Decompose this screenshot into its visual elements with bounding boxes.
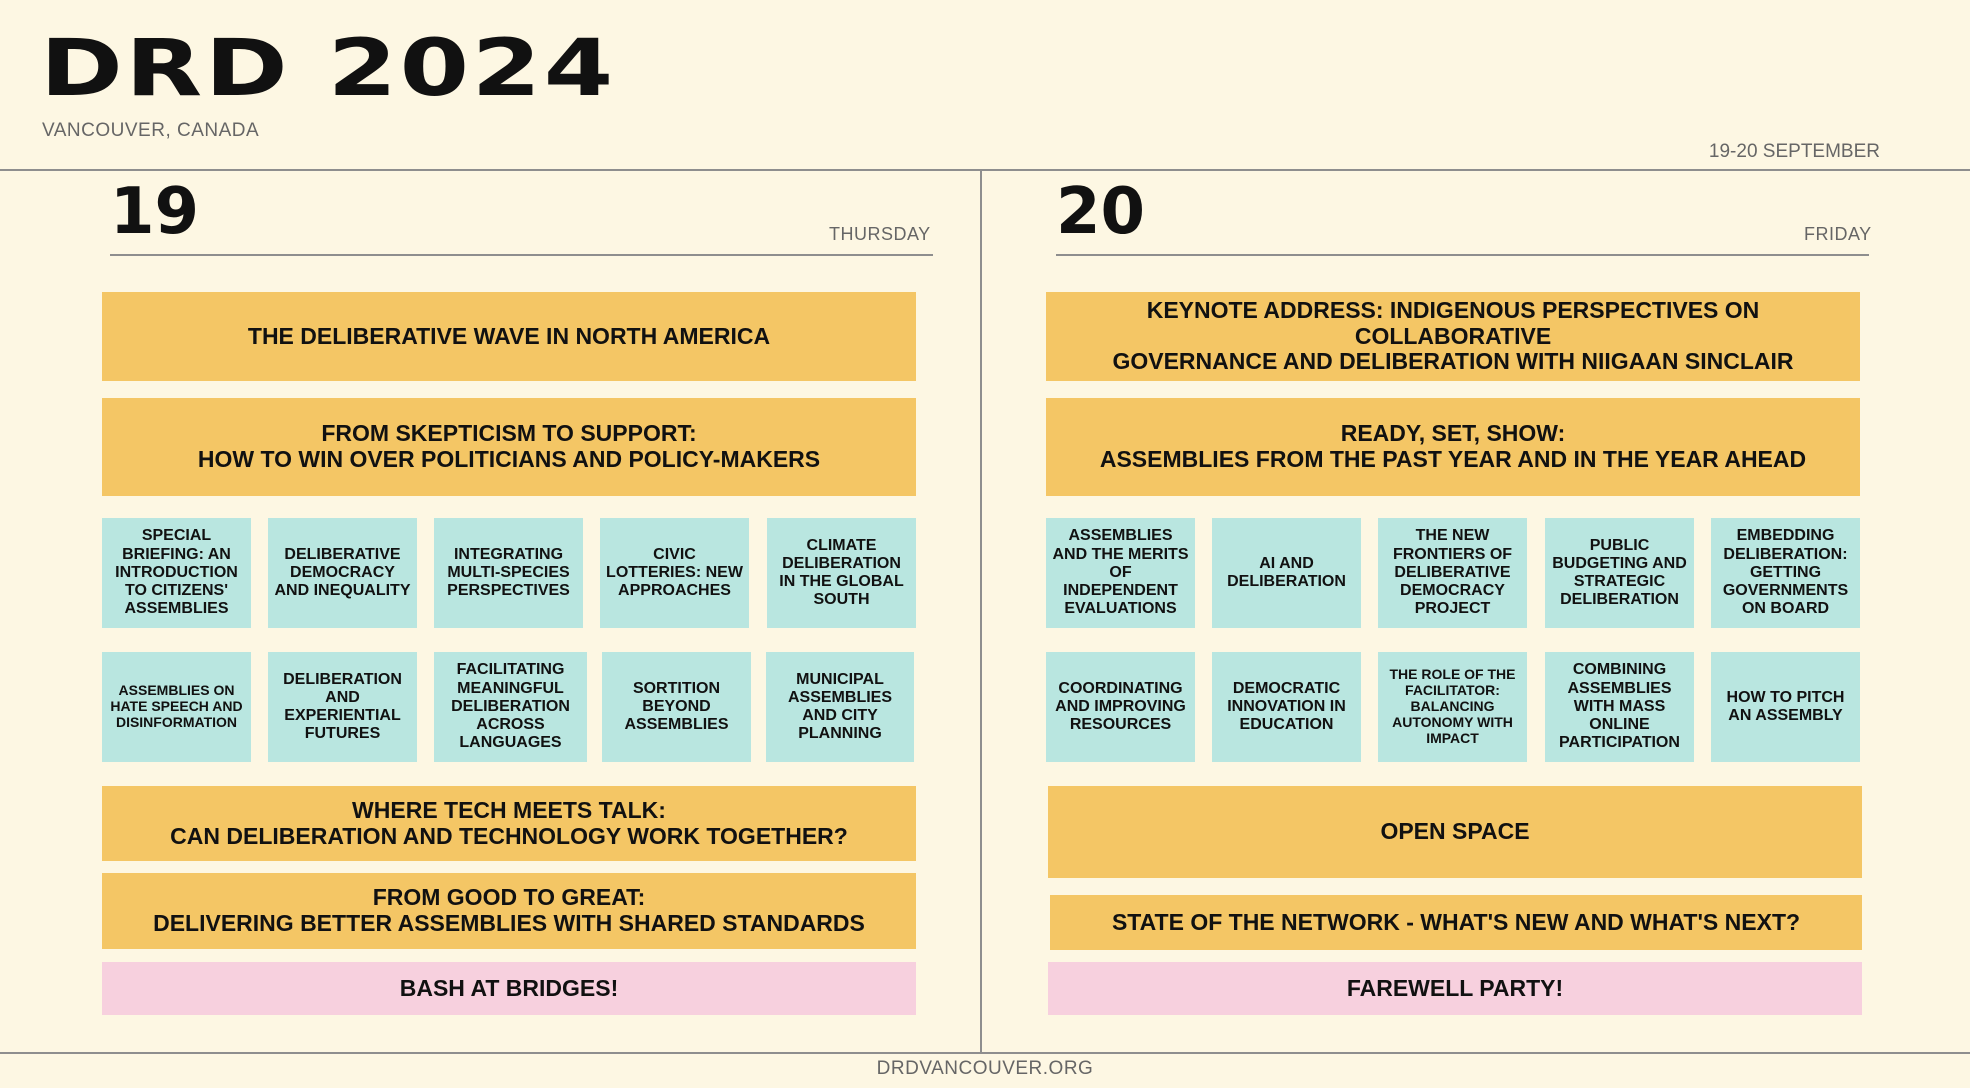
breakout-session[interactable]: COORDINATING AND IMPROVING RESOURCES [1046, 652, 1195, 762]
footer-divider [0, 1052, 1970, 1054]
day-underline [1056, 254, 1869, 256]
plenary-session[interactable]: WHERE TECH MEETS TALK: CAN DELIBERATION AND TECHNOLOGY WORK TOGETHER? [102, 786, 916, 861]
day-number: 20 [1056, 175, 1146, 249]
breakout-session[interactable]: AI AND DELIBERATION [1212, 518, 1361, 628]
breakout-session[interactable]: ASSEMBLIES AND THE MERITS OF INDEPENDENT EVALUATIONS [1046, 518, 1195, 628]
plenary-session[interactable]: FROM SKEPTICISM TO SUPPORT: HOW TO WIN OVER POLITICIANS AND POLICY-MAKERS [102, 398, 916, 496]
day-name: THURSDAY [829, 224, 931, 244]
footer-website-link[interactable]: DRDVANCOUVER.ORG [876, 1058, 1094, 1079]
breakout-session[interactable]: ASSEMBLIES ON HATE SPEECH AND DISINFORMATION [102, 652, 251, 762]
breakout-session[interactable]: SPECIAL BRIEFING: AN INTRODUCTION TO CITIZENS' ASSEMBLIES [102, 518, 251, 628]
header-divider [0, 169, 1970, 171]
day-number: 19 [110, 175, 200, 249]
plenary-session[interactable]: THE DELIBERATIVE WAVE IN NORTH AMERICA [102, 292, 916, 381]
breakout-session[interactable]: HOW TO PITCH AN ASSEMBLY [1711, 652, 1860, 762]
event-location: VANCOUVER, CANADA [42, 120, 260, 141]
breakout-session[interactable]: THE ROLE OF THE FACILITATOR: BALANCING AUTONOMY WITH IMPACT [1378, 652, 1527, 762]
day-name: FRIDAY [1804, 224, 1872, 244]
column-divider [980, 170, 982, 1053]
social-event[interactable]: FAREWELL PARTY! [1048, 962, 1862, 1015]
breakout-session[interactable]: DELIBERATION AND EXPERIENTIAL FUTURES [268, 652, 417, 762]
page-title: DRD 2024 [40, 24, 616, 114]
breakout-session[interactable]: PUBLIC BUDGETING AND STRATEGIC DELIBERATION [1545, 518, 1694, 628]
keynote-session[interactable]: KEYNOTE ADDRESS: INDIGENOUS PERSPECTIVES ON COLLABORATIVE GOVERNANCE AND DELIBERATION WITH NIIGAAN SINCLAIR [1046, 292, 1860, 381]
breakout-session[interactable]: EMBEDDING DELIBERATION: GETTING GOVERNMENTS ON BOARD [1711, 518, 1860, 628]
breakout-session[interactable]: MUNICIPAL ASSEMBLIES AND CITY PLANNING [766, 652, 914, 762]
breakout-session[interactable]: CLIMATE DELIBERATION IN THE GLOBAL SOUTH [767, 518, 916, 628]
plenary-session[interactable]: STATE OF THE NETWORK - WHAT'S NEW AND WHAT'S NEXT? [1050, 895, 1862, 950]
day-underline [110, 254, 933, 256]
open-space-session[interactable]: OPEN SPACE [1048, 786, 1862, 878]
breakout-session[interactable]: INTEGRATING MULTI-SPECIES PERSPECTIVES [434, 518, 583, 628]
plenary-session[interactable]: READY, SET, SHOW: ASSEMBLIES FROM THE PAST YEAR AND IN THE YEAR AHEAD [1046, 398, 1860, 496]
plenary-session[interactable]: FROM GOOD TO GREAT: DELIVERING BETTER ASSEMBLIES WITH SHARED STANDARDS [102, 873, 916, 949]
social-event[interactable]: BASH AT BRIDGES! [102, 962, 916, 1015]
event-dates: 19-20 SEPTEMBER [1708, 141, 1880, 162]
breakout-session[interactable]: DEMOCRATIC INNOVATION IN EDUCATION [1212, 652, 1361, 762]
breakout-session[interactable]: DELIBERATIVE DEMOCRACY AND INEQUALITY [268, 518, 417, 628]
breakout-session[interactable]: THE NEW FRONTIERS OF DELIBERATIVE DEMOCRACY PROJECT [1378, 518, 1527, 628]
breakout-session[interactable]: COMBINING ASSEMBLIES WITH MASS ONLINE PARTICIPATION [1545, 652, 1694, 762]
breakout-session[interactable]: CIVIC LOTTERIES: NEW APPROACHES [600, 518, 749, 628]
breakout-session[interactable]: SORTITION BEYOND ASSEMBLIES [602, 652, 751, 762]
breakout-session[interactable]: FACILITATING MEANINGFUL DELIBERATION ACROSS LANGUAGES [434, 652, 587, 762]
